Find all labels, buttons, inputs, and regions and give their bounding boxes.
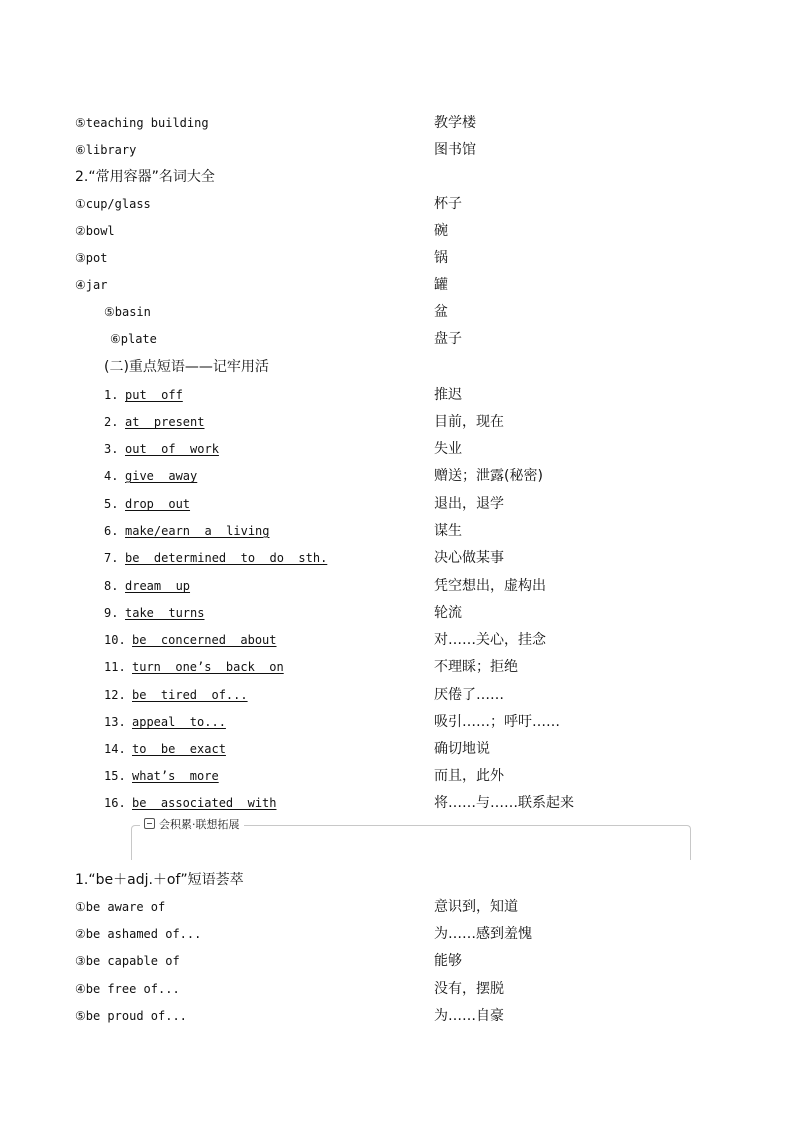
expansion-box-label [140,817,244,833]
phrase-chinese: 失业 [434,441,462,457]
phrase-row [0,491,794,517]
phrase-number: 11. [104,660,126,674]
phrase-chinese: 谋生 [434,523,462,539]
phrase-number: 15. [104,769,126,783]
vocab-row [0,137,794,163]
phrase-number: 4. [104,469,119,483]
phrase-row [0,518,794,544]
phrase-chinese: 吸引……；呼吁…… [434,714,560,730]
vocab-english: ⑥library [75,143,137,157]
phrase-chinese: 不理睬；拒绝 [434,659,518,675]
vocab-row [0,218,794,244]
section-heading-containers: 2.“常用容器”名词大全 [75,169,215,185]
vocab-english: ⑥plate [110,332,157,346]
phrase-number: 3. [104,442,119,456]
phrase-english: give away [125,469,198,483]
vocab-row [0,894,794,920]
phrase-row [0,573,794,599]
phrase-english: put off [125,388,183,402]
phrase-number: 13. [104,715,126,729]
phrase-row [0,463,794,489]
phrase-chinese: 厌倦了…… [434,687,504,703]
phrase-chinese: 退出，退学 [434,496,504,512]
phrase-number: 9. [104,606,119,620]
phrase-english: out of work [125,442,219,456]
section-heading-be-adj-of: 1.“be＋adj.＋of”短语荟萃 [75,872,244,888]
phrase-english: be tired of... [132,688,248,702]
phrase-english: be concerned about [132,633,277,647]
vocab-english: ④be free of... [75,982,180,996]
vocab-row [0,110,794,136]
phrase-row [0,409,794,435]
vocab-chinese: 图书馆 [434,142,476,158]
vocab-chinese: 为……感到羞愧 [434,926,532,942]
vocab-chinese: 意识到，知道 [434,899,518,915]
phrase-english: what’s more [132,769,219,783]
phrase-number: 12. [104,688,126,702]
phrase-english: make/earn a living [125,524,270,538]
phrase-chinese: 决心做某事 [434,550,504,566]
phrase-row [0,627,794,653]
phrase-english: take turns [125,606,205,620]
phrase-number: 10. [104,633,126,647]
vocab-chinese: 盘子 [434,331,462,347]
phrase-english: turn one’s back on [132,660,284,674]
phrase-number: 2. [104,415,119,429]
vocab-row [0,1003,794,1029]
phrase-chinese: 将……与……联系起来 [434,795,574,811]
vocab-english: ④jar [75,278,108,292]
vocab-row [0,921,794,947]
vocab-row [0,272,794,298]
vocab-chinese: 为……自豪 [434,1008,504,1024]
vocab-english: ③pot [75,251,108,265]
phrase-english: to be exact [132,742,226,756]
phrase-english: appeal to... [132,715,226,729]
vocab-english: ③be capable of [75,954,180,968]
vocab-chinese: 能够 [434,953,462,969]
vocab-chinese: 锅 [434,250,448,266]
phrase-number: 6. [104,524,119,538]
vocab-english: ②be ashamed of... [75,927,202,941]
phrase-chinese: 而且，此外 [434,768,504,784]
vocab-chinese: 罐 [434,277,448,293]
phrase-chinese: 轮流 [434,605,462,621]
phrase-english: drop out [125,497,191,511]
vocab-row [0,326,794,352]
section-heading-phrases: (二)重点短语——记牢用活 [104,359,269,375]
vocab-chinese: 教学楼 [434,115,476,131]
vocab-english: ①be aware of [75,900,166,914]
phrase-row [0,436,794,462]
phrase-number: 14. [104,742,126,756]
expansion-box-title: 会积累·联想拓展 [159,818,240,831]
phrase-number: 5. [104,497,119,511]
phrase-number: 8. [104,579,119,593]
phrase-row [0,736,794,762]
vocab-english: ①cup/glass [75,197,151,211]
phrase-row [0,790,794,816]
phrase-chinese: 赠送；泄露(秘密) [434,468,543,484]
phrase-english: at present [125,415,205,429]
phrase-row [0,709,794,735]
vocab-chinese: 碗 [434,223,448,239]
phrase-row [0,682,794,708]
phrase-row [0,763,794,789]
phrase-row [0,654,794,680]
phrase-chinese: 对……关心，挂念 [434,632,546,648]
phrase-number: 7. [104,551,119,565]
vocab-row [0,299,794,325]
vocab-row [0,976,794,1002]
phrase-row [0,545,794,571]
vocab-chinese: 杯子 [434,196,462,212]
phrase-chinese: 目前，现在 [434,414,504,430]
vocab-chinese: 盆 [434,304,448,320]
vocab-chinese: 没有，摆脱 [434,981,504,997]
phrase-number: 16. [104,796,126,810]
phrase-english: be associated with [132,796,277,810]
vocab-english: ⑤teaching building [75,116,209,130]
vocab-row [0,191,794,217]
phrase-row [0,382,794,408]
phrase-row [0,600,794,626]
phrase-chinese: 凭空想出，虚构出 [434,578,546,594]
vocab-row [0,948,794,974]
minus-square-icon [144,818,155,829]
phrase-number: 1. [104,388,119,402]
phrase-english: dream up [125,579,191,593]
phrase-chinese: 推迟 [434,387,462,403]
phrase-english: be determined to do sth. [125,551,328,565]
phrase-chinese: 确切地说 [434,741,490,757]
vocab-row [0,245,794,271]
vocab-english: ⑤basin [104,305,151,319]
vocab-english: ②bowl [75,224,115,238]
vocab-english: ⑤be proud of... [75,1009,187,1023]
